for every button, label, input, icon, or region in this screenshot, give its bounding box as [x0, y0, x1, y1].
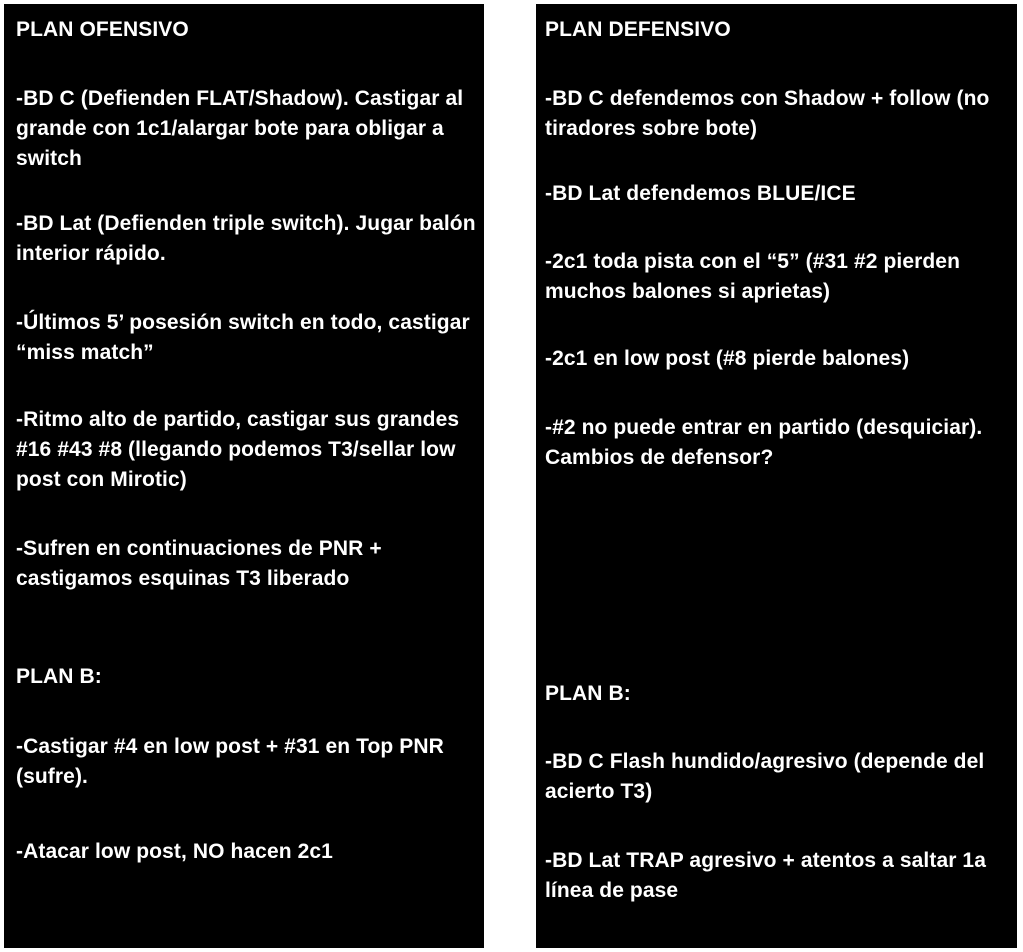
defensive-plan-title: PLAN DEFENSIVO — [545, 18, 731, 41]
defensive-item: -BD Lat defendemos BLUE/ICE — [545, 182, 856, 205]
offensive-plan-title: PLAN OFENSIVO — [16, 18, 189, 41]
defensive-item: -#2 no puede entrar en partido (desquiciar). Cambios de defensor? — [545, 416, 983, 469]
offensive-item: -Últimos 5’ posesión switch en todo, castigar “miss match” — [16, 311, 470, 364]
defensive-planb-title: PLAN B: — [545, 682, 631, 705]
offensive-item: -Ritmo alto de partido, castigar sus grandes #16 #43 #8 (llegando podemos T3/sellar low post con Mirotic) — [16, 408, 460, 491]
defensive-planb-item: -BD C Flash hundido/agresivo (depende del acierto T3) — [545, 750, 985, 803]
defensive-item: -BD C defendemos con Shadow + follow (no tiradores sobre bote) — [545, 87, 990, 140]
offensive-planb-title: PLAN B: — [16, 665, 102, 688]
offensive-planb-item: -Castigar #4 en low post + #31 en Top PNR (sufre). — [16, 735, 444, 788]
defensive-item: -2c1 en low post (#8 pierde balones) — [545, 347, 910, 370]
offensive-item: -Sufren en continuaciones de PNR + castigamos esquinas T3 liberado — [16, 537, 382, 590]
offensive-plan-panel — [4, 4, 484, 948]
defensive-item: -2c1 toda pista con el “5” (#31 #2 pierden muchos balones si aprietas) — [545, 250, 961, 303]
offensive-item: -BD C (Defienden FLAT/Shadow). Castigar al grande con 1c1/alargar bote para obligar a switch — [16, 87, 464, 170]
defensive-plan-panel — [536, 4, 1017, 948]
offensive-planb-item: -Atacar low post, NO hacen 2c1 — [16, 840, 333, 863]
offensive-item: -BD Lat (Defienden triple switch). Jugar balón interior rápido. — [16, 212, 476, 265]
defensive-planb-item: -BD Lat TRAP agresivo + atentos a saltar 1a línea de pase — [545, 849, 986, 902]
